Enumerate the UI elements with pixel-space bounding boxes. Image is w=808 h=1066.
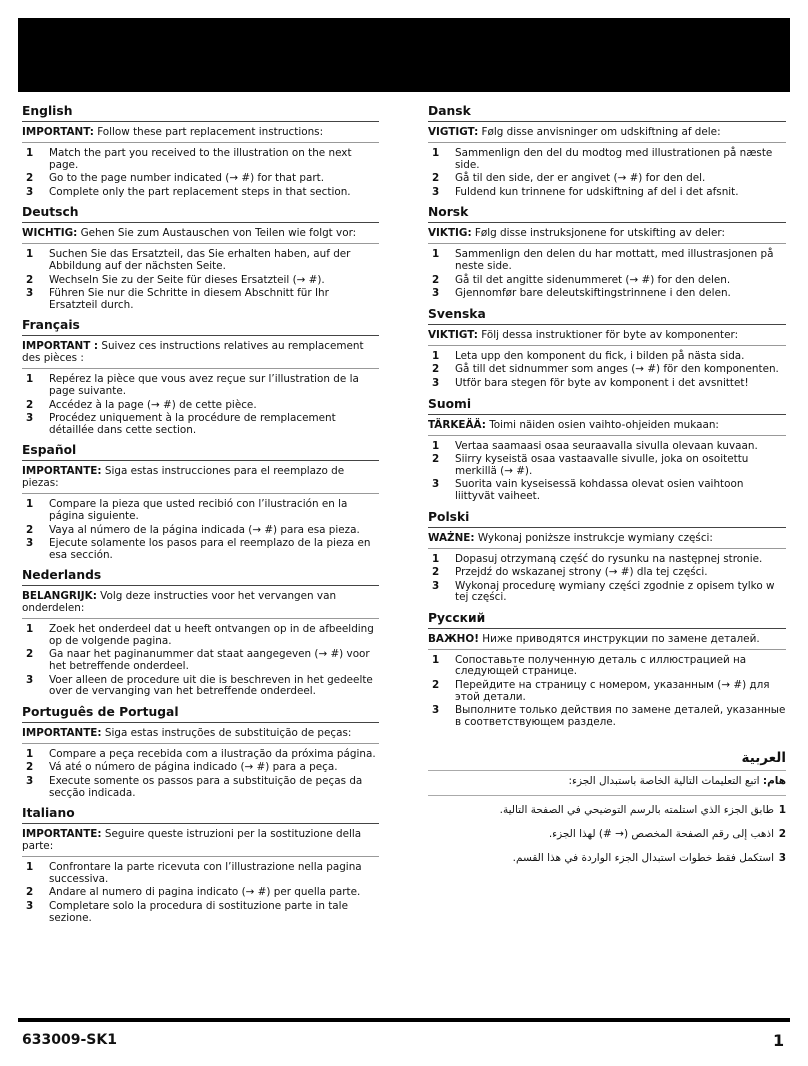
step-number: 2 bbox=[26, 398, 34, 411]
step-text: Gå till det sidnummer som anges (→ #) för den komponenten. bbox=[455, 363, 779, 376]
important-label: هام: bbox=[762, 775, 786, 788]
language-heading: Русский bbox=[428, 610, 786, 629]
step-number: 1 bbox=[432, 653, 440, 666]
important-label: WICHTIG: bbox=[22, 227, 78, 240]
step-text: Execute somente os passos para a substituição de peças da secção indicada. bbox=[49, 775, 363, 799]
step-text: Gjennomfør bare deleutskiftingstrinnene i den delen. bbox=[455, 287, 731, 300]
important-text: Wykonaj poniższe instrukcje wymiany części: bbox=[474, 531, 713, 544]
language-heading: English bbox=[22, 103, 379, 122]
step-number: 1 bbox=[432, 439, 440, 452]
step-item bbox=[428, 680, 786, 703]
important-notice bbox=[22, 824, 379, 857]
step-number: 2 bbox=[432, 453, 440, 466]
step-text: Sammenlign den delen du har mottatt, med illustrasjonen på neste side. bbox=[455, 248, 774, 272]
step-item bbox=[22, 862, 379, 885]
step-text: Führen Sie nur die Schritte in diesem Abschnitt für Ihr Ersatzteil durch. bbox=[49, 287, 329, 311]
step-number: 3 bbox=[432, 185, 440, 198]
important-label: IMPORTANT : bbox=[22, 340, 99, 353]
step-text: Vaya al número de la página indicada (→ #) para esa pieza. bbox=[49, 523, 360, 536]
step-text: Utför bara stegen för byte av komponent i det avsnittet! bbox=[455, 376, 749, 389]
important-label: VIKTIG: bbox=[428, 227, 472, 240]
left-column bbox=[22, 103, 379, 930]
step-text: Compare la pieza que usted recibió con l’ilustración en la página siguiente. bbox=[49, 498, 348, 522]
step-text: Przejdź do wskazanej strony (→ #) dla tej części. bbox=[455, 566, 708, 579]
step-text: Match the part you received to the illustration on the next page. bbox=[49, 147, 352, 171]
step-item bbox=[22, 275, 379, 287]
step-text: طابق الجزء الذي استلمته بالرسم التوضيحي في الصفحة التالية. bbox=[499, 804, 774, 817]
step-text: Sammenlign den del du modtog med illustrationen på næste side. bbox=[455, 147, 773, 171]
language-section bbox=[428, 509, 786, 610]
step-number: 2 bbox=[26, 761, 34, 774]
step-number: 2 bbox=[778, 828, 786, 841]
step-item bbox=[22, 776, 379, 799]
important-label: ВАЖНО! bbox=[428, 632, 479, 645]
step-item bbox=[428, 249, 786, 272]
step-number: 3 bbox=[432, 376, 440, 389]
step-number: 2 bbox=[432, 566, 440, 579]
language-section bbox=[22, 103, 379, 204]
step-item bbox=[22, 413, 379, 436]
important-notice bbox=[22, 586, 379, 619]
step-item bbox=[22, 400, 379, 412]
step-text: Complete only the part replacement steps in that section. bbox=[49, 185, 351, 198]
step-text: Accédez à la page (→ #) de cette pièce. bbox=[49, 398, 257, 411]
important-notice bbox=[22, 336, 379, 369]
important-notice bbox=[22, 122, 379, 143]
important-label: IMPORTANT: bbox=[22, 126, 94, 138]
step-item bbox=[22, 887, 379, 899]
step-number: 3 bbox=[26, 287, 34, 300]
step-text: Go to the page number indicated (→ #) for that part. bbox=[49, 172, 325, 185]
language-heading: Français bbox=[22, 317, 379, 336]
language-heading: Italiano bbox=[22, 805, 379, 824]
step-number: 1 bbox=[26, 747, 34, 760]
step-item bbox=[22, 374, 379, 397]
step-text: Wechseln Sie zu der Seite für dieses Ersatzteil (→ #). bbox=[49, 273, 325, 286]
step-item bbox=[428, 581, 786, 604]
important-notice bbox=[428, 325, 786, 346]
steps-list bbox=[428, 146, 786, 204]
step-number: 1 bbox=[432, 552, 440, 565]
language-heading: Dansk bbox=[428, 103, 786, 122]
important-notice bbox=[22, 223, 379, 244]
steps-list bbox=[22, 372, 379, 442]
step-item bbox=[428, 275, 786, 287]
important-label: BELANGRIJK: bbox=[22, 590, 97, 603]
step-text: Voer alleen de procedure uit die is beschreven in het gedeelte over de vervanging van het betreffende onderdeel. bbox=[49, 673, 373, 698]
step-item bbox=[428, 454, 786, 477]
step-item bbox=[428, 479, 786, 502]
step-number: 3 bbox=[26, 412, 34, 425]
steps-list bbox=[22, 747, 379, 805]
step-number: 3 bbox=[26, 775, 34, 788]
important-text: Gehen Sie zum Austauschen von Teilen wie folgt vor: bbox=[77, 227, 357, 240]
important-text: Siga estas instruções de substituição de peças: bbox=[101, 726, 352, 739]
step-item bbox=[22, 525, 379, 537]
step-text: Сопоставьте полученную деталь с иллюстрацией на следующей странице. bbox=[455, 653, 747, 678]
header-black-bar bbox=[18, 18, 790, 92]
step-number: 1 bbox=[26, 373, 34, 386]
step-text: Andare al numero di pagina indicato (→ #) per quella parte. bbox=[49, 886, 361, 899]
step-text: Leta upp den komponent du fick, i bilden på nästa sida. bbox=[455, 349, 745, 362]
language-section bbox=[22, 704, 379, 805]
important-notice bbox=[428, 122, 786, 143]
language-section bbox=[428, 306, 786, 396]
step-text: استكمل فقط خطوات استبدال الجزء الواردة في هذا القسم. bbox=[512, 852, 774, 865]
page-number: 1 bbox=[773, 1031, 785, 1050]
step-item bbox=[22, 901, 379, 924]
step-number: 2 bbox=[26, 273, 34, 286]
step-item bbox=[22, 173, 379, 185]
step-number: 1 bbox=[26, 861, 34, 874]
important-text: Følg disse anvisninger om udskiftning af dele: bbox=[478, 126, 721, 138]
steps-list bbox=[428, 552, 786, 610]
language-section bbox=[22, 442, 379, 567]
step-text: Siirry kyseistä osaa vastaavalle sivulle, joka on osoitettu merkillä (→ #). bbox=[455, 453, 749, 477]
step-item bbox=[22, 538, 379, 561]
important-notice bbox=[22, 461, 379, 494]
language-section bbox=[22, 567, 379, 704]
language-heading: Português de Portugal bbox=[22, 704, 379, 723]
step-number: 2 bbox=[26, 886, 34, 899]
step-text: Vá até o número de página indicado (→ #) para a peça. bbox=[49, 761, 338, 774]
step-number: 3 bbox=[432, 579, 440, 592]
language-heading: Deutsch bbox=[22, 204, 379, 223]
step-item bbox=[22, 249, 379, 272]
language-heading: Español bbox=[22, 442, 379, 461]
language-heading: Suomi bbox=[428, 396, 786, 415]
steps-list bbox=[428, 439, 786, 509]
important-label: WAŻNE: bbox=[428, 531, 475, 544]
step-text: Gå til den side, der er angivet (→ #) for den del. bbox=[455, 172, 706, 185]
important-text: Volg deze instructies voor het vervangen van onderdelen: bbox=[22, 590, 337, 615]
step-text: Procédez uniquement à la procédure de remplacement détaillée dans cette section. bbox=[49, 412, 336, 436]
steps-list bbox=[22, 860, 379, 930]
step-text: Fuldend kun trinnene for udskiftning af del i det afsnit. bbox=[455, 185, 739, 198]
steps-list bbox=[428, 349, 786, 396]
important-text: Ниже приводятся инструкции по замене деталей. bbox=[478, 632, 760, 645]
important-text: Toimi näiden osien vaihto-ohjeiden mukaan: bbox=[485, 418, 719, 431]
step-text: Completare solo la procedura di sostituzione parte in tale sezione. bbox=[49, 900, 348, 924]
arabic-section bbox=[428, 750, 786, 865]
step-item bbox=[428, 567, 786, 579]
step-item bbox=[22, 762, 379, 774]
important-label: IMPORTANTE: bbox=[22, 828, 102, 841]
language-heading: Norsk bbox=[428, 204, 786, 223]
language-section bbox=[428, 103, 786, 204]
important-text: Følg disse instruksjonene for utskifting av deler: bbox=[471, 227, 725, 240]
step-text: Dopasuj otrzymaną część do rysunku na następnej stronie. bbox=[455, 552, 763, 565]
step-item bbox=[22, 499, 379, 522]
step-number: 2 bbox=[26, 523, 34, 536]
step-number: 3 bbox=[432, 704, 440, 717]
step-text: Ejecute solamente los pasos para el reemplazo de la pieza en esa sección. bbox=[49, 537, 371, 561]
language-section bbox=[22, 317, 379, 442]
step-item bbox=[22, 649, 379, 672]
step-text: اذهب إلى رقم الصفحة المخصص (→ #) لهذا الجزء. bbox=[548, 828, 774, 841]
step-text: Suorita vain kyseisessä kohdassa olevat osien vaihtoon liittyvät vaiheet. bbox=[455, 478, 744, 502]
step-number: 3 bbox=[432, 287, 440, 300]
important-label: IMPORTANTE: bbox=[22, 465, 102, 478]
step-text: Выполните только действия по замене деталей, указанные в соответствующем разделе. bbox=[455, 704, 786, 728]
important-notice bbox=[428, 415, 786, 436]
important-text: Siga estas instrucciones para el reemplazo de piezas: bbox=[22, 465, 345, 490]
right-column bbox=[428, 103, 786, 876]
language-section bbox=[428, 396, 786, 509]
step-text: Suchen Sie das Ersatzteil, das Sie erhalten haben, auf der Abbildung auf der nächsten Seite. bbox=[49, 248, 351, 272]
language-section bbox=[22, 204, 379, 317]
step-number: 2 bbox=[432, 273, 440, 286]
steps-list bbox=[22, 497, 379, 567]
step-text: Compare a peça recebida com a ilustração da próxima página. bbox=[49, 747, 376, 760]
language-heading: العربية bbox=[741, 750, 786, 767]
important-text: Seguire queste istruzioni per la sostituzione della parte: bbox=[22, 828, 362, 853]
step-number: 3 bbox=[432, 478, 440, 491]
step-text: Confrontare la parte ricevuta con l’illustrazione nella pagina successiva. bbox=[49, 861, 362, 885]
step-number: 1 bbox=[432, 349, 440, 362]
step-text: Gå til det angitte sidenummeret (→ #) for den delen. bbox=[455, 273, 731, 286]
steps-list bbox=[428, 653, 786, 735]
step-item bbox=[428, 852, 786, 865]
step-number: 3 bbox=[26, 537, 34, 550]
footer-rule bbox=[18, 1018, 790, 1022]
step-number: 1 bbox=[26, 498, 34, 511]
steps-list bbox=[22, 622, 379, 704]
step-text: Wykonaj procedurę wymiany części zgodnie z opisem tylko w tej części. bbox=[455, 579, 775, 604]
language-section bbox=[428, 204, 786, 305]
document-code: 633009-SK1 bbox=[22, 1032, 117, 1048]
step-number: 1 bbox=[26, 147, 34, 159]
step-number: 3 bbox=[26, 185, 34, 198]
step-text: Repérez la pièce que vous avez reçue sur l’illustration de la page suivante. bbox=[49, 373, 359, 397]
important-label: TÄRKEÄÄ: bbox=[428, 418, 486, 431]
important-label: VIKTIGT: bbox=[428, 328, 478, 341]
step-item bbox=[428, 173, 786, 185]
step-text: Перейдите на страницу с номером, указанным (→ #) для этой детали. bbox=[455, 679, 770, 703]
step-number: 1 bbox=[26, 623, 34, 636]
step-item bbox=[428, 554, 786, 566]
step-item bbox=[22, 675, 379, 698]
step-item bbox=[428, 804, 786, 817]
important-text: اتبع التعليمات التالية الخاصة باستبدال الجزء: bbox=[568, 775, 763, 788]
step-number: 3 bbox=[26, 673, 34, 686]
step-text: Vertaa saamaasi osaa seuraavalla sivulla olevaan kuvaan. bbox=[455, 439, 758, 452]
step-item bbox=[428, 378, 786, 390]
important-text: Follow these part replacement instructions: bbox=[93, 126, 324, 138]
step-number: 2 bbox=[432, 679, 440, 692]
step-item bbox=[428, 148, 786, 171]
step-item bbox=[428, 441, 786, 453]
step-item bbox=[428, 288, 786, 300]
step-number: 1 bbox=[778, 804, 786, 817]
step-item bbox=[428, 351, 786, 363]
step-item bbox=[428, 655, 786, 678]
step-item bbox=[428, 187, 786, 199]
language-section bbox=[428, 610, 786, 735]
step-item bbox=[22, 187, 379, 199]
language-section bbox=[22, 805, 379, 930]
important-notice bbox=[428, 528, 786, 549]
language-heading: Nederlands bbox=[22, 567, 379, 586]
step-item bbox=[22, 624, 379, 647]
step-text: Zoek het onderdeel dat u heeft ontvangen op in de afbeelding op de volgende pagina. bbox=[49, 623, 374, 647]
step-number: 1 bbox=[26, 248, 34, 261]
step-item bbox=[22, 288, 379, 311]
important-notice bbox=[428, 223, 786, 244]
steps-list bbox=[22, 247, 379, 317]
step-item bbox=[428, 705, 786, 728]
important-label: VIGTIGT: bbox=[428, 126, 479, 138]
step-item bbox=[22, 749, 379, 761]
important-notice bbox=[428, 770, 786, 796]
step-text: Ga naar het paginanummer dat staat aangegeven (→ #) voor het betreffende onderdeel. bbox=[49, 648, 370, 673]
steps-list bbox=[22, 146, 379, 204]
step-number: 2 bbox=[432, 363, 440, 376]
step-item bbox=[428, 828, 786, 841]
step-number: 3 bbox=[778, 852, 786, 865]
important-label: IMPORTANTE: bbox=[22, 726, 102, 739]
step-number: 2 bbox=[26, 172, 34, 185]
language-heading: Polski bbox=[428, 509, 786, 528]
step-number: 3 bbox=[26, 900, 34, 912]
language-heading: Svenska bbox=[428, 306, 786, 325]
important-notice bbox=[22, 723, 379, 744]
step-item bbox=[428, 364, 786, 376]
steps-list bbox=[428, 796, 786, 865]
step-number: 1 bbox=[432, 147, 440, 159]
important-notice bbox=[428, 629, 786, 650]
step-item bbox=[22, 148, 379, 171]
step-number: 1 bbox=[432, 248, 440, 261]
step-number: 2 bbox=[26, 648, 34, 661]
important-text: Följ dessa instruktioner för byte av komponenter: bbox=[477, 328, 739, 341]
step-number: 2 bbox=[432, 172, 440, 185]
important-text: Suivez ces instructions relatives au remplacement des pièces : bbox=[22, 340, 364, 365]
steps-list bbox=[428, 247, 786, 305]
